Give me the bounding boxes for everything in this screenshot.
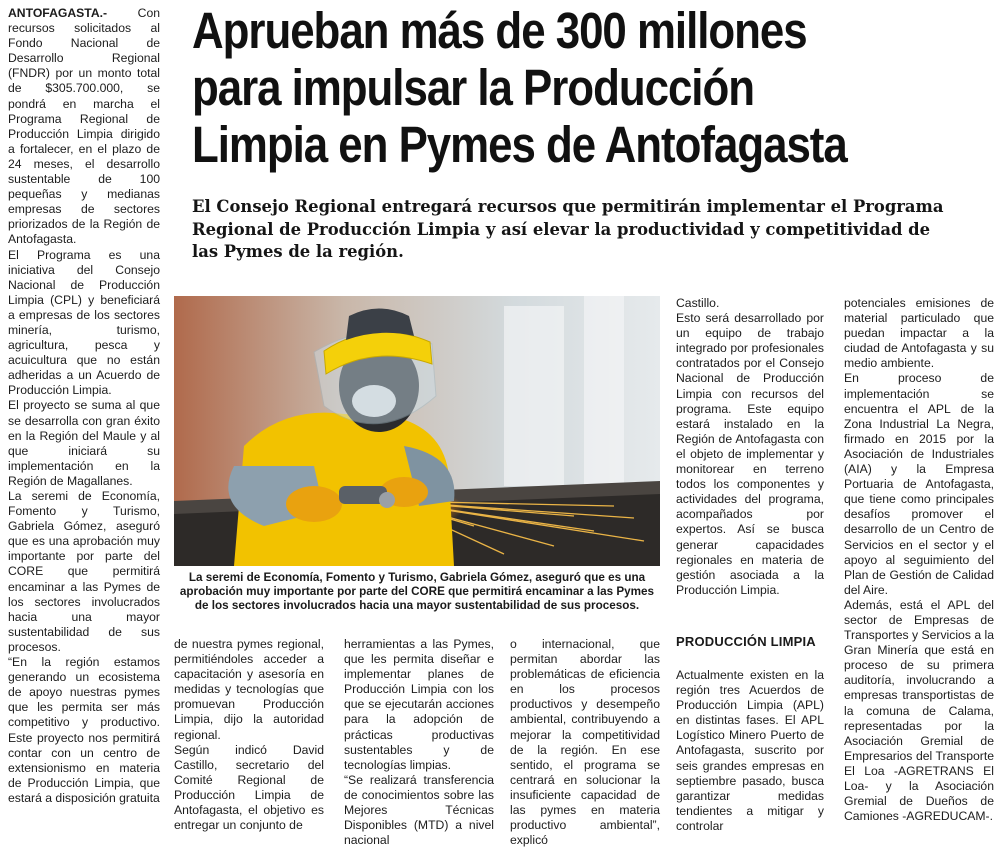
- paragraph: Esto será desarrollado por un equipo de trabajo integrado por profesionales contratados por el Consejo Nacional de Producción Limpia con recursos del programa. Este equipo estará instalado en la Región de Antofagasta con el objeto de implementar y monitorear en terreno todos los componentes y actividades del programa, acompañados por expertos. Así se busca generar capacidades regionales en materia de gestión asociada a la Producción Limpia.: [676, 311, 824, 597]
- paragraph-text: Con recursos solicitados al Fondo Nacional de Desarrollo Regional (FNDR) por un monto total de $305.700.000, se pondrá en marcha el Programa Regional de Producción Limpia dirigido a fortalecer, en el plazo de 24 meses, el desarrollo sustentable de 100 pequeñas y medianas empresas de sectores priorizados de la Región de Antofagasta.: [8, 6, 160, 247]
- article-photo: [174, 296, 660, 566]
- paragraph: El proyecto se suma al que se desarrolla con gran éxito en la Región del Maule y al que iniciará su implementación en la Región de Magallanes.: [8, 398, 160, 488]
- column-3: [344, 637, 494, 848]
- paragraph: [8, 6, 160, 248]
- column-4: [510, 637, 660, 848]
- paragraph: Castillo.: [676, 296, 720, 310]
- paragraph: “Se realizará transferencia de conocimientos sobre las Mejores Técnicas Disponibles (MTD) a nivel nacional: [344, 772, 494, 848]
- subheadline: El Consejo Regional entregará recursos que permitirán implementar el Programa Regional de Producción Limpia y así elevar la productividad y competitividad de las Pymes de la región.: [192, 197, 944, 261]
- welder-illustration: [174, 296, 660, 566]
- column-6: [844, 296, 994, 824]
- paragraph: Además, está el APL del sector de Empresas de Transportes y Servicios a la Gran Minería que está en proceso de su primera auditoría, involucrando a empresas transportistas de la comuna de Calama, representadas por la Asociación Gremial de Empresarios del Transporte El Loa -AGRETRANS El Loa- y la Asociación Gremial de Dueños de Camiones -AGREDUCAM-.: [844, 597, 994, 824]
- paragraph: La seremi de Economía, Fomento y Turismo, Gabriela Gómez, aseguró que es una aprobación muy importante por parte del CORE que permitirá encaminar a las Pymes de los sectores involucrados hacia una mayor sustentabilidad de sus procesos.: [8, 489, 160, 654]
- column-1: [8, 6, 160, 806]
- column-2: [174, 637, 324, 833]
- paragraph: Actualmente existen en la región tres Acuerdos de Producción Limpia (APL) en distintas fases. El APL Logístico Minero Puerto de Antofagasta, suscrito por seis grandes empresas en septiembre pasado, busca garantizar medidas tendientes a mitigar y controlar: [676, 668, 824, 833]
- paragraph: Según indicó David Castillo, secretario del Comité Regional de Producción Limpia de Antofagasta, el objetivo es entregar un conjunto de: [174, 742, 324, 833]
- photo-caption: La seremi de Economía, Fomento y Turismo, Gabriela Gómez, aseguró que es una aprobación muy importante por parte del CORE que permitirá encaminar a las Pymes de los sectores involucrados hacia una mayor sustentabilidad de sus procesos.: [179, 571, 655, 613]
- column-5: [676, 296, 824, 598]
- paragraph: En proceso de implementación se encuentra el APL de la Zona Industrial La Negra, firmado en 2015 por la Asociación de Industriales (AIA) y la Empresa Portuaria de Antofagasta, que tiene como principales desafíos promover el desarrollo de un Centro de Servicios en el sector y el apoyo al seguimiento del Plan de Gestión de Calidad del Aire.: [844, 371, 994, 597]
- paragraph: herramientas a las Pymes, que les permita diseñar e implementar planes de Producción Limpia con los que se ejecutarán acciones para la adopción de prácticas productivas sustentables y de tecnologías limpias.: [344, 637, 494, 772]
- dateline: ANTOFAGASTA.-: [8, 6, 108, 20]
- paragraph: “En la región estamos generando un ecosistema de apoyo nuestras pymes que les permita ser más competitivo y productivo. Este proyecto nos permitirá contar con un centro de extensionismo en materia de Producción Limpia, que estará a disposición gratuita: [8, 655, 160, 805]
- paragraph: de nuestra pymes regional, permitiéndoles acceder a capacitación y asesoría en medidas y tecnologías que promuevan Producción Limpia, dijo la autoridad regional.: [174, 637, 324, 742]
- paragraph: potenciales emisiones de material particulado que puedan impactar a la ciudad de Antofagasta y su medio ambiente.: [844, 296, 994, 371]
- headline: Aprueban más de 300 millones para impulsar la Producción Limpia en Pymes de Antofagasta: [192, 2, 847, 173]
- column-5-continued: [676, 668, 824, 834]
- section-subtitle: PRODUCCIÓN LIMPIA: [676, 634, 816, 649]
- paragraph: o internacional, que permitan abordar las problemáticas de eficiencia en los procesos productivos y desempeño ambiental, contribuyendo a mejorar la competitividad de la región. En ese sentido, el programa se centrará en solucionar la insuficiente capacidad de las pymes en materia productivo ambiental”, explicó: [510, 637, 660, 848]
- paragraph: El Programa es una iniciativa del Consejo Nacional de Producción Limpia (CPL) y beneficiará a empresas de los sectores minería, turismo, agricultura, pesca y acuicultura que no están adheridas a un Acuerdo de Producción Limpia.: [8, 247, 160, 398]
